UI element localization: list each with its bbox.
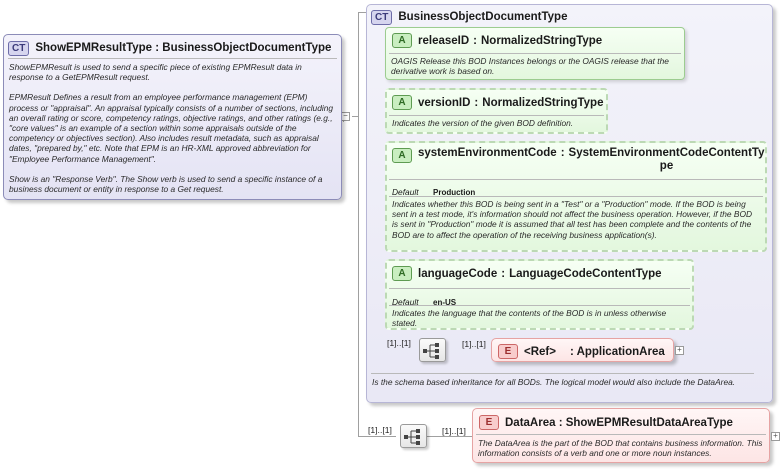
multiplicity-label: [1]..[1] xyxy=(442,426,466,436)
sequence-icon xyxy=(401,425,428,449)
expand-toggle[interactable]: + xyxy=(771,432,780,441)
attribute-name: systemEnvironmentCode xyxy=(418,147,557,159)
attribute-icon: A xyxy=(392,95,412,110)
element-type: : ApplicationArea xyxy=(569,345,665,358)
element-application-area[interactable] xyxy=(491,338,674,362)
base-title: BusinessObjectDocumentType xyxy=(398,11,568,23)
attribute-description: Indicates whether this BOD is being sent in a "Test" or a "Production" mode. If the BOD is being sent in a test mode, it's information should not affect the business operation. However, if the BOD is sent in "Production" mode it is assumed that all test has been complete and the contents of the BOD are to affect the operation of the receiving business application(s). xyxy=(392,199,753,240)
root-description-1: ShowEPMResult is used to send a specific piece of existing EPMResult data in response to a GetEPMResult request. xyxy=(9,62,302,83)
sequence-compositor[interactable] xyxy=(400,424,427,448)
connector-line xyxy=(358,12,359,436)
element-ref: <Ref> xyxy=(524,345,556,358)
root-complex-type[interactable] xyxy=(3,34,342,200)
default-value: Production xyxy=(433,188,476,197)
default-label: Default xyxy=(392,187,419,197)
element-icon: E xyxy=(498,344,518,359)
collapse-toggle[interactable]: − xyxy=(341,112,350,121)
attribute-name: languageCode xyxy=(418,267,498,280)
attribute-system-environment-code[interactable]: A systemEnvironmentCode : SystemEnvironmentCodeContentTy pe Default Production Indicates whether this BOD is being sent in a "Test" or a "Production" mode. If the BOD is being sent in a test mode, it's information should not affect the business operation. However, if the BOD is sent in "Production" mode it is assumed that all test has been complete and the contents of the BOD are to affect the operation of the receiving business application(s). xyxy=(385,141,767,252)
attribute-description: Indicates the version of the given BOD definition. xyxy=(392,118,574,128)
default-value: en-US xyxy=(433,298,457,307)
complex-type-icon: CT xyxy=(371,10,392,25)
multiplicity-label: [1]..[1] xyxy=(462,339,486,349)
attribute-type: SystemEnvironmentCodeContentTy xyxy=(568,147,765,159)
attribute-description: OAGIS Release this BOD Instances belongs or the OAGIS release that the derivative work is based on. xyxy=(391,56,669,77)
root-title: ShowEPMResultType : BusinessObjectDocumentType xyxy=(35,42,332,54)
sequence-compositor[interactable] xyxy=(419,338,446,362)
default-label: Default xyxy=(392,297,419,307)
element-icon: E xyxy=(479,415,499,430)
multiplicity-label: [1]..[1] xyxy=(387,338,411,348)
element-title: DataArea : ShowEPMResultDataAreaType xyxy=(505,416,733,429)
attribute-type: NormalizedStringType xyxy=(482,96,604,109)
attribute-description: Indicates the language that the contents of the BOD is in unless otherwise stated. xyxy=(392,308,667,329)
attribute-type: NormalizedStringType xyxy=(481,34,603,47)
element-description: The DataArea is the part of the BOD that contains business information. This information consists of a verb and one or more noun instances. xyxy=(478,438,763,459)
attribute-icon: A xyxy=(392,266,412,281)
attribute-release-id[interactable]: A releaseID : NormalizedStringType OAGIS Release this BOD Instances belongs or the OAGIS release that the derivative work is based on. xyxy=(385,27,685,80)
root-description-3: Show is an "Response Verb". The Show verb is used to send a specific instance of a business document or entity in response to a Get request. xyxy=(9,173,323,195)
attribute-version-id[interactable]: A versionID : NormalizedStringType Indicates the version of the given BOD definition. xyxy=(385,88,608,134)
attribute-icon: A xyxy=(392,33,412,48)
root-description-2: EPMResult Defines a result from an employee performance management (EPM) process or "appraisal". An appraisal typically consists of a number of sections, including an overall rating or score, competency ratings, objective ratings, and other ratings (e.g., "core values" is an example of a section within some appraisals outside of the competency or objectives section). Also includes result metadata, such as appraisal dates, "prepared by," etc. Note that EPM is an HR-XML approved abbreviation for "Employee Performance Management". xyxy=(9,92,334,164)
attribute-name: versionID xyxy=(418,96,471,109)
base-description: Is the schema based inheritance for all BODs. The logical model would also include the DataArea. xyxy=(372,377,736,387)
element-data-area[interactable] xyxy=(472,408,770,463)
connector-line xyxy=(427,436,472,437)
attribute-name: releaseID xyxy=(418,34,470,47)
attribute-language-code[interactable]: A languageCode : LanguageCodeContentType Default en-US Indicates the language that the contents of the BOD is in unless otherwise stated. xyxy=(385,259,694,330)
attribute-icon: A xyxy=(392,148,412,163)
attribute-type-continued: pe xyxy=(659,160,674,172)
connector-line xyxy=(358,436,396,437)
multiplicity-label: [1]..[1] xyxy=(368,425,392,435)
expand-toggle[interactable]: + xyxy=(675,346,684,355)
attribute-type: LanguageCodeContentType xyxy=(509,267,662,280)
complex-type-icon: CT xyxy=(8,41,29,56)
connector-line xyxy=(358,12,366,13)
sequence-icon xyxy=(420,339,447,363)
